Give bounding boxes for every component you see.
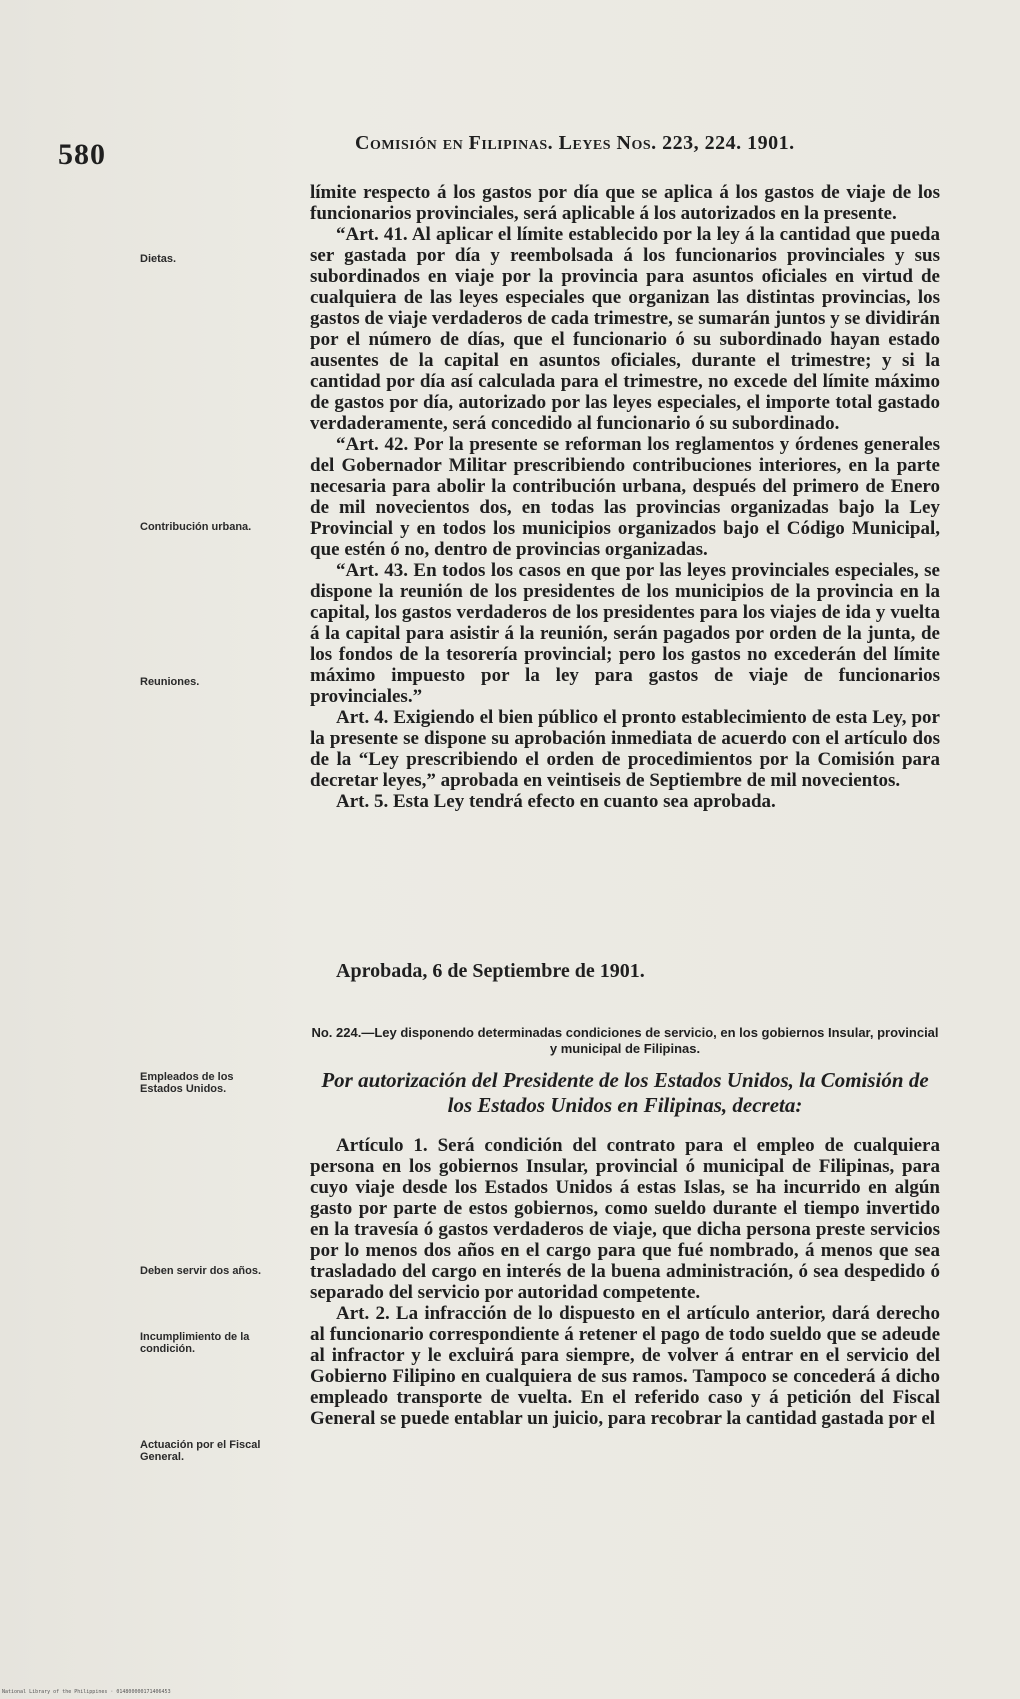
paragraph-continuation: límite respecto á los gastos por día que se aplica á los gastos de viaje de los funcionarios provinciales, será aplicable á los autorizados en la presente. [310, 182, 940, 224]
approval-date: Aprobada, 6 de Septiembre de 1901. [336, 960, 645, 982]
margin-note-dietas: Dietas. [140, 253, 177, 265]
margin-note-incumplimiento: Incumplimiento de la condición. [140, 1331, 250, 1355]
margin-note-empleados: Empleados de los Estados Unidos. [140, 1071, 234, 1095]
page-number: 580 [58, 138, 106, 171]
enacting-clause: Por autorización del Presidente de los Estados Unidos, la Comisión de los Estados Unidos en Filipinas, decreta: [321, 1068, 929, 1117]
paragraph-art42: “Art. 42. Por la presente se reforman los reglamentos y órdenes generales del Gobernador Militar prescribiendo contribuciones interiores, en la parte necesaria para abolir la contribución urbana, después del primero de Enero de mil novecientos dos, en todas las provincias organizadas bajo la Ley Provincial y en todos los municipios organizados bajo el Código Municipal, que estén ó no, dentro de provincias organizadas. [310, 434, 940, 560]
body-upper [310, 182, 940, 812]
paragraph-articulo1: Artículo 1. Será condición del contrato para el empleo de cualquiera persona en los gobiernos Insular, provincial ó municipal de Filipinas, para cuyo viaje desde los Estados Unidos á estas Islas, se ha incurrido en algún gasto por parte de estos gobiernos, como sueldo durante el tiempo invertido en la travesía ó gastos verdaderos de viaje, que dicha persona preste servicios por lo menos dos años en el cargo para que fué nombrado, á menos que sea trasladado del cargo en interés de la buena administración, ó sea despedido ó separado del servicio por autoridad competente. [310, 1135, 940, 1303]
paragraph-art2: Art. 2. La infracción de lo dispuesto en el artículo anterior, dará derecho al funcionario correspondiente á retener el pago de todo sueldo que se adeude al infractor y le excluirá para siempre, de volver á entrar en el servicio del Gobierno Filipino en cualquiera de sus ramos. Tampoco se concederá á dicho empleado transporte de vuelta. En el referido caso y á petición del Fiscal General se puede entablar un juicio, para recobrar la cantidad gastada por el [310, 1303, 940, 1429]
margin-note-deben: Deben servir dos años. [140, 1265, 262, 1277]
paragraph-art5: Art. 5. Esta Ley tendrá efecto en cuanto sea aprobada. [336, 791, 776, 812]
scan-footer: National Library of the Philippines · 014800000171406453 [2, 1689, 171, 1695]
margin-note-contribucion: Contribución urbana. [140, 521, 252, 533]
margin-note-actuacion: Actuación por el Fiscal General. [140, 1439, 261, 1463]
margin-note-reuniones: Reuniones. [140, 676, 200, 688]
running-head: Comisión en Filipinas. Leyes Nos. 223, 224. 1901. [355, 132, 795, 154]
paragraph-art43: “Art. 43. En todos los casos en que por las leyes provinciales especiales, se dispone la reunión de los presidentes de los municipios de la provincia en la capital, los gastos verdaderos de los presidentes para los viajes de ida y vuelta á la capital para asistir á la reunión, serán pagados por orden de la junta, de los fondos de la tesorería provincial; pero los gastos no excederán del límite máximo impuesto por la ley para gastos de viaje de funcionarios provinciales.” [310, 560, 940, 707]
paragraph-art4: Art. 4. Exigiendo el bien público el pronto establecimiento de esta Ley, por la presente se dispone su aprobación inmediata de acuerdo con el artículo dos de la “Ley prescribiendo el orden de procedimientos por la Comisión para decretar leyes,” aprobada en veintiseis de Septiembre de mil novecientos. [310, 707, 940, 791]
paragraph-art41: “Art. 41. Al aplicar el límite establecido por la ley á la cantidad que pueda ser gastada por día y reembolsada á los funcionarios provinciales y sus subordinados en viaje por la provincia para asuntos oficiales en virtud de cualquiera de las leyes especiales que organizan las distintas provincias, los gastos de viaje verdaderos de cada trimestre, se sumarán juntos y se dividirán por el número de días, que el funcionario ó su subordinado hayan estado ausentes de la capital en asuntos oficiales, durante el trimestre; y si la cantidad por día así calculada para el trimestre, no excede del límite máximo de gastos por día, autorizado por las leyes especiales, el importe total gastado verdaderamente, será concedido al funcionario ó su subordinado. [310, 224, 940, 434]
body-lower [310, 1135, 940, 1429]
law-224-heading: No. 224.—Ley disponendo determinadas condiciones de servicio, en los gobiernos Insular, provincial y municipal de Filipinas. [311, 1025, 939, 1056]
